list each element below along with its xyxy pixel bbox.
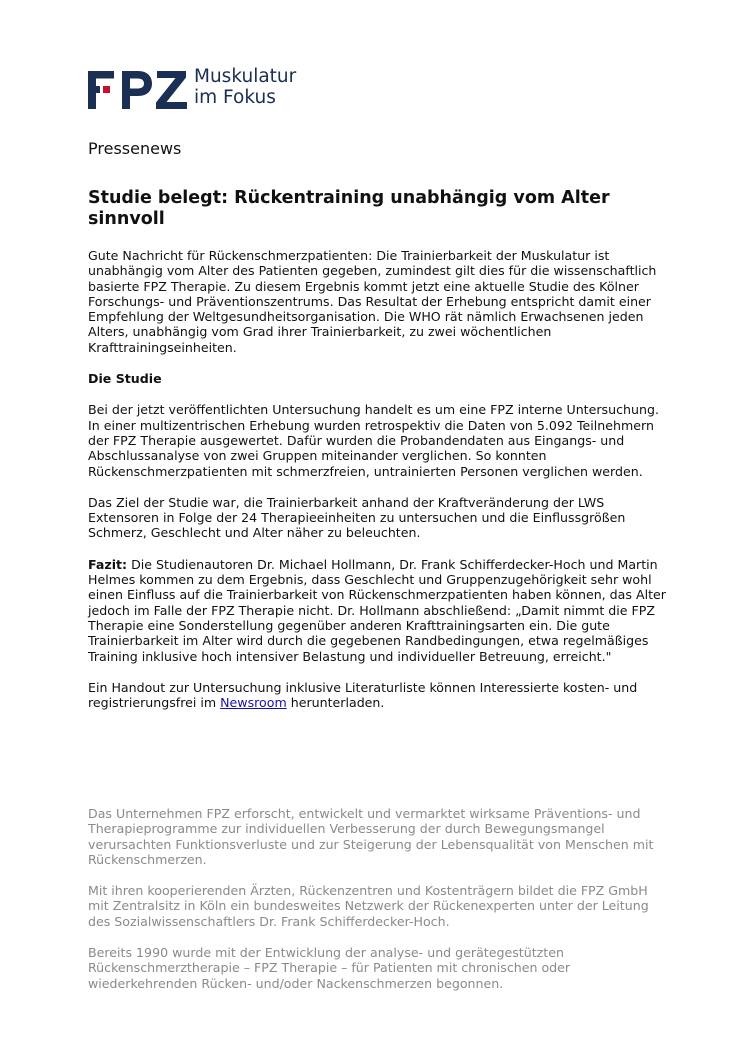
company-footer bbox=[88, 806, 668, 1007]
handout-paragraph bbox=[88, 680, 668, 711]
section-kicker: Pressenews bbox=[88, 139, 182, 158]
logo-tagline bbox=[194, 66, 296, 108]
intro-paragraph: Gute Nachricht für Rückenschmerzpatienten: Die Trainierbarkeit der Muskulatur ist unabhängig vom Alter des Patienten gegeben, zumindest gilt dies für die wissenschaftlich basierte FPZ Therapie. Zu diesem Ergebnis kommt jetzt eine aktuelle Studie des Kölner Forschungs- und Präventionszentrums. Das Resultat der Erhebung entspricht damit einer Empfehlung der Weltgesundheitsorganisation. Die WHO rät nämlich Erwachsenen jeden Alters, unabhängig vom Grad ihrer Trainierbarkeit, zu zwei wöchentlichen Krafttrainingseinheiten. bbox=[88, 248, 657, 355]
handout-text-after: herunterladen. bbox=[286, 695, 385, 711]
logo-tagline-line1: Muskulatur bbox=[194, 66, 297, 87]
section-heading: Die Studie bbox=[88, 371, 162, 387]
fpz-logo-mark bbox=[88, 71, 188, 109]
fazit-label: Fazit: bbox=[88, 556, 128, 572]
handout-text-before: Ein Handout zur Untersuchung inklusive Literaturliste können Interessierte kosten- und registrierungsfrei im bbox=[88, 679, 638, 711]
footer-paragraph-1: Das Unternehmen FPZ erforscht, entwickelt und vermarktet wirksame Präventions- und Therapieprogramme zur individuellen Verbesserung der durch Bewegungsmangel verursachten Funktionsverluste und zur Steigerung der Lebensqualität von Menschen mit Rückenschmerzen. bbox=[88, 806, 654, 867]
footer-paragraph-2: Mit ihren kooperierenden Ärzten, Rückenzentren und Kostenträgern bildet die FPZ GmbH mit Zentralsitz in Köln ein bundesweites Netzwerk der Rückenexperten unter der Leitung des Sozialwissenschaftlers Dr. Frank Schifferdecker-Hoch. bbox=[88, 883, 649, 929]
study-paragraph-1: Bei der jetzt veröffentlichten Untersuchung handelt es um eine FPZ interne Untersuchung. In einer multizentrischen Erhebung wurden retrospektiv die Daten von 5.092 Teilnehmern der FPZ Therapie ausgewertet. Dafür wurden die Probandendaten aus Eingangs- und Abschlussanalyse von zwei Gruppen miteinander verglichen. So konnten Rückenschmerzpatienten mit schmerzfreien, untrainierten Personen verglichen werden. bbox=[88, 402, 659, 479]
article-body bbox=[88, 248, 668, 726]
fazit-paragraph bbox=[88, 557, 668, 664]
logo-tagline-line2: im Fokus bbox=[194, 87, 276, 108]
newsroom-link[interactable]: Newsroom bbox=[220, 695, 287, 711]
footer-paragraph-3: Bereits 1990 wurde mit der Entwicklung der analyse- und gerätegestützten Rückenschmerztherapie – FPZ Therapie – für Patienten mit chronischen oder wiederkehrenden Rücken- und/oder Nackenschmerzen begonnen. bbox=[88, 945, 571, 991]
page-title: Studie belegt: Rückentraining unabhängig vom Alter sinnvoll bbox=[88, 188, 610, 229]
study-paragraph-2: Das Ziel der Studie war, die Trainierbarkeit anhand der Kraftveränderung der LWS Extensoren in Folge der 24 Therapieeinheiten zu untersuchen und die Einflussgrößen Schmerz, Geschlecht und Alter näher zu beleuchten. bbox=[88, 494, 626, 541]
fazit-text: Die Studienautoren Dr. Michael Hollmann, Dr. Frank Schifferdecker-Hoch und Martin Helmes kommen zu dem Ergebnis, dass Geschlecht und Gruppenzugehörigkeit sehr wohl einen Einfluss auf die Trainierbarkeit von Rückenschmerzpatienten haben können, das Alter jedoch im Falle der FPZ Therapie nicht. Dr. Hollmann abschließend: „Damit nimmt die FPZ Therapie eine Sonderstellung gegenüber anderen Krafttrainingsarten ein. Die gute Trainierbarkeit im Alter wird durch die gegebenen Randbedingungen, etwa regelmäßiges Training inklusive hoch intensiver Belastung und individueller Betreuung, erreicht." bbox=[88, 556, 666, 664]
